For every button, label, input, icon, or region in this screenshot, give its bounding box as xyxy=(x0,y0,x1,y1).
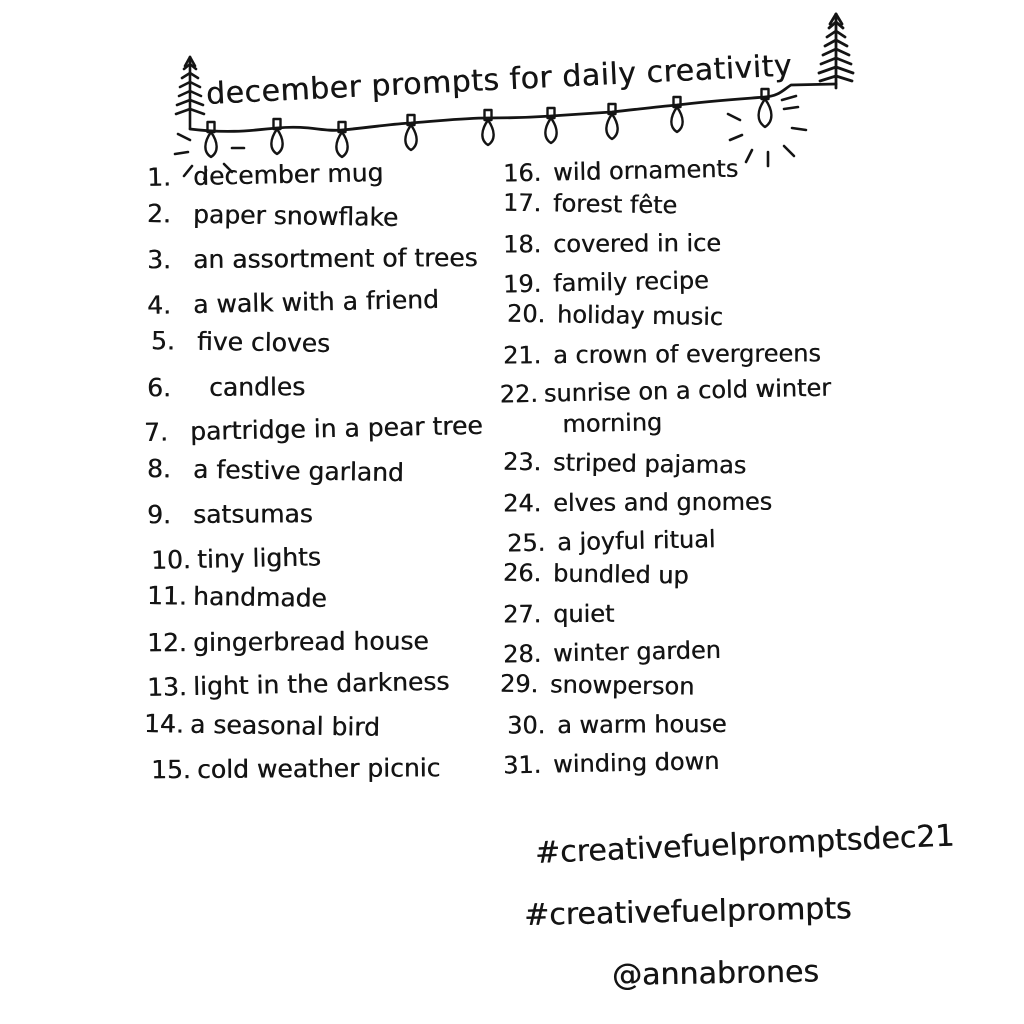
prompt-number: 14. xyxy=(143,708,185,738)
list-item xyxy=(147,658,523,708)
list-item xyxy=(147,236,522,281)
prompt-text: elves and gnomes xyxy=(552,487,773,517)
prompt-number: 20. xyxy=(506,299,546,328)
prompt-number: 11. xyxy=(146,580,188,611)
prompt-text: wild ornaments xyxy=(552,154,739,186)
prompt-text: a joyful ritual xyxy=(556,524,716,556)
list-item xyxy=(147,276,523,326)
list-item xyxy=(147,363,522,408)
prompt-text: covered in ice xyxy=(552,228,722,258)
prompt-number: 23. xyxy=(502,447,542,476)
list-item xyxy=(503,738,934,784)
prompt-text: satsumas xyxy=(192,498,313,529)
prompt-number: 19. xyxy=(502,269,542,298)
prompt-text: partridge in a pear tree xyxy=(189,410,483,446)
prompt-text: holiday music xyxy=(556,299,724,331)
prompt-text: forest fête xyxy=(552,188,678,219)
prompt-number: 5. xyxy=(150,325,176,356)
prompt-text: bundled up xyxy=(552,558,689,590)
prompt-number: 4. xyxy=(146,289,172,320)
prompt-text: paper snowflake xyxy=(192,199,399,232)
prompt-number: 13. xyxy=(146,671,188,702)
prompt-list-right xyxy=(499,150,933,779)
list-item xyxy=(503,222,933,262)
list-item xyxy=(151,531,523,581)
prompt-text: a warm house xyxy=(556,709,727,739)
prompt-text: cold weather picnic xyxy=(196,753,441,784)
prompt-text: snowperson xyxy=(549,669,695,701)
list-item xyxy=(151,319,523,367)
prompt-text: candles xyxy=(208,371,306,402)
prompt-text: striped pajamas xyxy=(552,447,747,479)
prompt-text: five cloves xyxy=(196,326,331,358)
prompt-number: 1. xyxy=(146,162,172,192)
list-item xyxy=(503,554,934,598)
prompt-number: 28. xyxy=(502,639,542,668)
prompt-number: 6. xyxy=(146,372,171,402)
prompt-number: 22. xyxy=(499,379,539,409)
list-item xyxy=(500,665,934,709)
pine-tree-icon xyxy=(819,14,853,88)
prompt-text: a festive garland xyxy=(192,454,405,487)
prompt-number: 9. xyxy=(146,499,171,530)
list-item xyxy=(144,702,523,750)
prompt-number: 8. xyxy=(146,453,172,483)
prompt-number: 15. xyxy=(150,754,191,785)
hashtag-primary: #creativefuelpromptsdec21 xyxy=(534,818,956,871)
list-item xyxy=(499,367,933,450)
hashtag-secondary: #creativefuelprompts xyxy=(523,891,852,933)
prompt-text: winding down xyxy=(552,746,720,778)
prompt-text: a seasonal bird xyxy=(189,709,381,741)
list-item xyxy=(503,184,934,228)
prompt-text: december mug xyxy=(192,157,384,191)
prompt-number: 29. xyxy=(499,669,539,698)
prompt-text: gingerbread house xyxy=(192,625,429,657)
prompt-text: tiny lights xyxy=(196,541,322,574)
list-item xyxy=(147,491,522,536)
prompt-text: a crown of evergreens xyxy=(552,338,821,369)
prompt-number: 7. xyxy=(143,417,169,447)
prompt-number: 21. xyxy=(502,340,542,370)
prompt-text: an assortment of trees xyxy=(192,242,478,274)
list-item xyxy=(507,704,933,744)
list-item xyxy=(503,443,934,487)
prompt-number: 27. xyxy=(502,599,542,629)
prompt-number: 3. xyxy=(146,244,171,275)
prompt-text: winter garden xyxy=(552,635,722,667)
prompt-number: 30. xyxy=(506,710,546,739)
prompt-text: family recipe xyxy=(552,265,709,297)
list-item xyxy=(503,333,933,373)
prompt-text: sunrise on a cold winter xyxy=(543,373,832,408)
prompt-number: 2. xyxy=(146,198,172,228)
list-item xyxy=(144,403,523,453)
prompt-number: 17. xyxy=(502,188,542,217)
prompt-list-left xyxy=(143,152,522,790)
prompt-number: 24. xyxy=(502,488,542,518)
list-item xyxy=(147,192,523,240)
list-item xyxy=(503,481,933,521)
prompt-number: 26. xyxy=(502,558,542,587)
prompt-number: 10. xyxy=(150,544,192,575)
prompt-number: 18. xyxy=(502,229,542,259)
prompt-number: 31. xyxy=(502,750,542,779)
prompt-text: a walk with a friend xyxy=(192,284,440,319)
page-title: december prompts for daily creativity xyxy=(205,48,793,112)
prompt-text: handmade xyxy=(192,581,328,613)
prompt-number: 25. xyxy=(506,528,546,557)
prompt-number: 16. xyxy=(502,158,542,187)
list-item xyxy=(151,746,522,791)
prompt-text: quiet xyxy=(552,599,615,628)
prompt-number: 12. xyxy=(146,627,187,657)
prompt-text: light in the darkness xyxy=(192,666,450,701)
list-item xyxy=(507,295,934,339)
prompt-text-line2: morning xyxy=(561,408,663,439)
author-handle: @annabrones xyxy=(611,954,820,993)
list-item xyxy=(147,148,523,198)
list-item xyxy=(147,574,523,622)
pine-tree-icon xyxy=(176,57,204,128)
list-item xyxy=(503,592,933,632)
list-item xyxy=(147,618,522,663)
list-item xyxy=(147,447,523,495)
